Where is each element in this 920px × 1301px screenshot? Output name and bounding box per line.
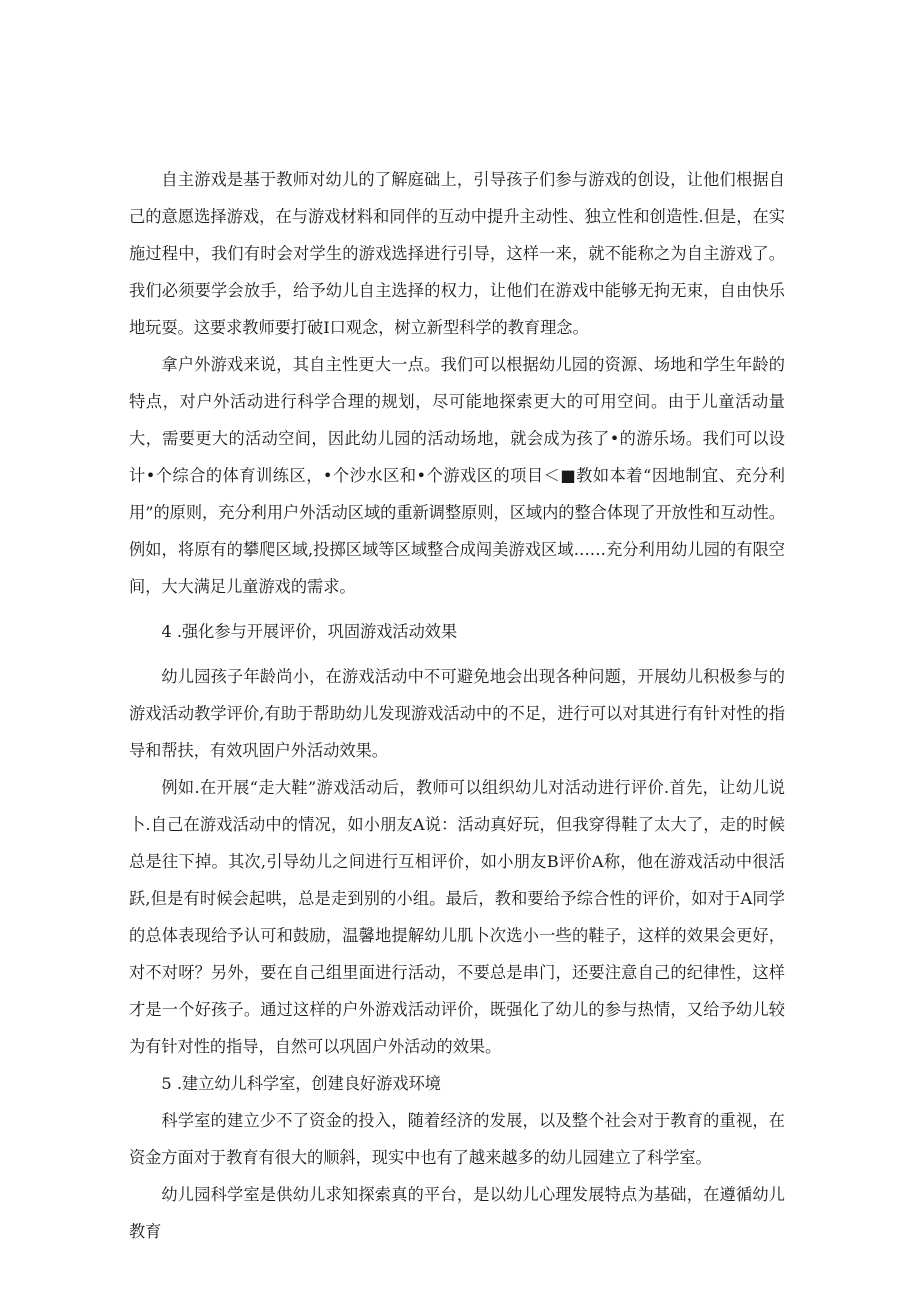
paragraph-science-room-funding: 科学室的建立少不了资金的投入，随着经济的发展，以及整个社会对于教育的重视，在资金方面对于教育有很大的顺斜，现实中也有了越来越多的幼儿园建立了科学室。 bbox=[129, 1111, 785, 1167]
paragraph-outdoor-play: 拿户外游戏来说，其自主性更大一点。我们可以根据幼儿园的资源、场地和学生年龄的特点，对户外活动进行科学合理的规划，尽可能地探索更大的可用空间。由于儿童活动量大，需要更大的活动空间，因此幼儿园的活动场地，就会成为孩了•的游乐场。我们可以设计•个综合的体育训练区，•个沙水区和•个游戏区的项目＜■教如本着“因地制宜、充分利用”的原则，充分利用户外活动区域的重新调整原则，区域内的整合体现了开放性和互动性。例如，将原有的攀爬区域,投掷区域等区域整合成闯美游戏区域……充分利用幼儿园的有限空间，大大满足儿童游戏的需求。 bbox=[129, 355, 785, 596]
document-page bbox=[129, 161, 785, 1250]
section-heading-5: 5 .建立幼儿科学室，创建良好游戏环境 bbox=[161, 1074, 441, 1093]
paragraph-evaluation-intro: 幼儿园孩子年龄尚小，在游戏活动中不可避免地会出现各种问题，开展幼儿积极参与的游戏活动教学评价,有助于帮助幼儿发现游戏活动中的不足，进行可以对其进行有针对性的指导和帮扶，有效巩固户外活动效果。 bbox=[129, 667, 785, 760]
paragraph-autonomous-play: 自主游戏是基于教师对幼儿的了解庭础上，引导孩子们参与游戏的创设，让他们根据自己的意愿选择游戏，在与游戏材料和同伴的互动中提升主动性、独立性和创造性.但是，在实施过程中，我们有时会对学生的游戏选择进行引导，这样一来，就不能称之为自主游戏了。我们必须要学会放手，给予幼儿自主选择的权力，让他们在游戏中能够无拘无束，自由快乐地玩耍。这要求教师要打破I口观念，树立新型科学的教育理念。 bbox=[129, 170, 785, 337]
section-heading-4: 4 .强化参与开展评价，巩固游戏活动效果 bbox=[161, 622, 458, 641]
paragraph-science-room-platform: 幼儿园科学室是供幼儿求知探索真的平台，是以幼儿心理发展特点为基础，在遵循幼儿教育 bbox=[129, 1185, 785, 1241]
paragraph-evaluation-example: 例如.在开展“走大鞋”游戏活动后，教师可以组织幼儿对活动进行评价.首先，让幼儿说卜.自己在游戏活动中的情况，如小朋友A说：活动真好玩，但我穿得鞋了太大了，走的时候总是往下掉。其次,引导幼儿之间进行互相评价，如小朋友B评价A称，他在游戏活动中很活跃,但是有时候会起哄，总是走到别的小组。最后，教和要给予综合性的评价，如对于A同学的总体表现给予认可和鼓励，温馨地提解幼儿肌卜次选小一些的鞋子，这样的效果会更好，对不对呀？另外，要在自己组里面进行活动，不要总是串门，还要注意自己的纪律性，这样才是一个好孩子。通过这样的户外游戏活动评价，既强化了幼儿的参与热情，又给予幼儿较为有针对性的指导，自然可以巩固户外活动的效果。 bbox=[129, 778, 785, 1056]
